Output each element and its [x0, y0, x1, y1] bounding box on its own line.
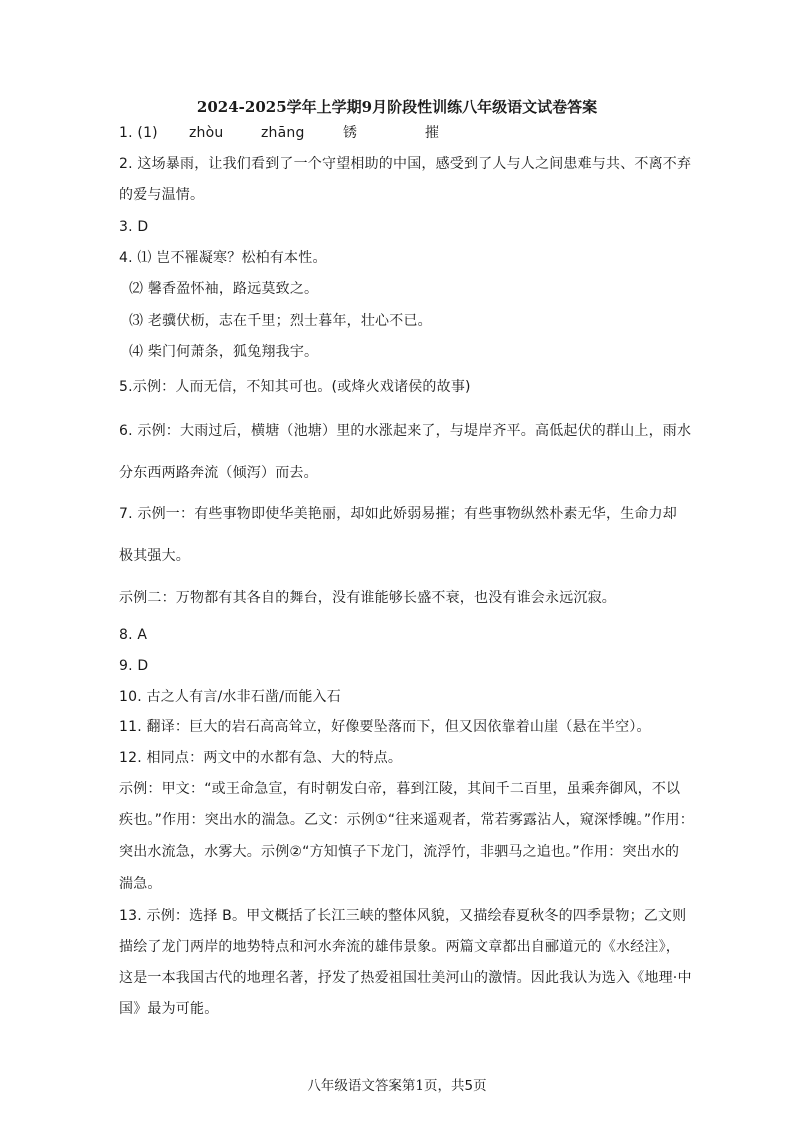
page-title: 2024-2025学年上学期9月阶段性训练八年级语文试卷答案 [196, 98, 598, 116]
footer-middle: 页，共 [424, 1078, 465, 1094]
answer-7-line-1: 7. 示例一：有些事物即使华美艳丽，却如此娇弱易摧；有些事物纵然朴素无华，生命力却 [119, 506, 678, 522]
answer-1-pinyin-a: zhòu [189, 125, 224, 141]
footer-suffix: 页 [473, 1078, 487, 1094]
answer-6-line-1: 6. 示例：大雨过后，横塘（池塘）里的水涨起来了，与堤岸齐平。高低起伏的群山上，雨水 [119, 423, 692, 439]
answer-12-line-3: 疾也。”作用：突出水的湍急。乙文：示例①“往来遥观者，常若雾露沾人，窥深悸魄。”作用： [119, 812, 694, 828]
answer-2-line-1: 2. 这场暴雨，让我们看到了一个守望相助的中国，感受到了人与人之间患难与共、不离不弃 [119, 156, 692, 172]
answer-12-line-1: 12. 相同点：两文中的水都有急、大的特点。 [119, 750, 403, 766]
answer-1-number: 1. (1) [119, 125, 158, 141]
answer-1 [119, 124, 439, 142]
answer-13-line-4: 国》最为可能。 [119, 1001, 219, 1017]
answer-13-line-2: 描绘了龙门两岸的地势特点和河水奔流的雄伟景象。两篇文章都出自郦道元的《水经注》， [119, 939, 680, 955]
answer-12-line-5: 湍急。 [119, 876, 162, 892]
answer-4-line-3: ⑶ 老骥伏枥，志在千里；烈士暮年，壮心不已。 [129, 313, 432, 329]
answer-12-line-4: 突出水流急，水雾大。示例②“方知慎子下龙门，流浮竹，非驷马之追也。”作用：突出水的 [119, 844, 680, 860]
answer-6-line-2: 分东西两路奔流（倾泻）而去。 [119, 465, 318, 481]
answer-4-line-2: ⑵ 馨香盈怀袖，路远莫致之。 [129, 281, 319, 297]
answer-9: 9. D [119, 658, 149, 674]
answer-4-line-1: 4. ⑴ 岂不罹凝寒？松柏有本性。 [119, 250, 327, 266]
answer-1-pinyin-b: zhāng [261, 125, 305, 141]
footer-prefix: 八年级语文答案第 [307, 1078, 416, 1094]
answer-12-line-2: 示例：甲文：“或王命急宣，有时朝发白帝，暮到江陵，其间千二百里，虽乘奔御风，不以 [119, 781, 681, 797]
answer-1-char-d: 摧 [425, 125, 440, 141]
answer-4-line-4: ⑷ 柴门何萧条，狐兔翔我宇。 [129, 344, 319, 360]
answer-3: 3. D [119, 219, 149, 235]
answer-13-line-3: 这是一本我国古代的地理名著，抒发了热爱祖国壮美河山的激情。因此我认为选入《地理·中 [119, 970, 692, 986]
answer-7-line-2: 极其强大。 [119, 548, 190, 564]
answer-11: 11. 翻译：巨大的岩石高高耸立，好像要坠落而下，但又因依靠着山崖（悬在半空）。 [119, 719, 651, 735]
answer-2-line-2: 的爱与温情。 [119, 187, 205, 203]
answer-13-line-1: 13. 示例：选择 B。甲文概括了长江三峡的整体风貌，又描绘春夏秋冬的四季景物；乙文则 [119, 908, 687, 924]
footer-total-pages: 5 [464, 1078, 474, 1094]
answer-7-line-3: 示例二：万物都有其各自的舞台，没有谁能够长盛不衰，也没有谁会永远沉寂。 [119, 590, 616, 606]
answer-10: 10. 古之人有言/水非石凿/而能入石 [119, 689, 341, 705]
answer-1-char-c: 锈 [343, 125, 358, 141]
page-footer [0, 1077, 794, 1095]
answer-8: 8. A [119, 627, 148, 643]
answer-5: 5.示例：人而无信，不知其可也。(或烽火戏诸侯的故事) [119, 379, 471, 395]
footer-page-number: 1 [415, 1078, 424, 1094]
